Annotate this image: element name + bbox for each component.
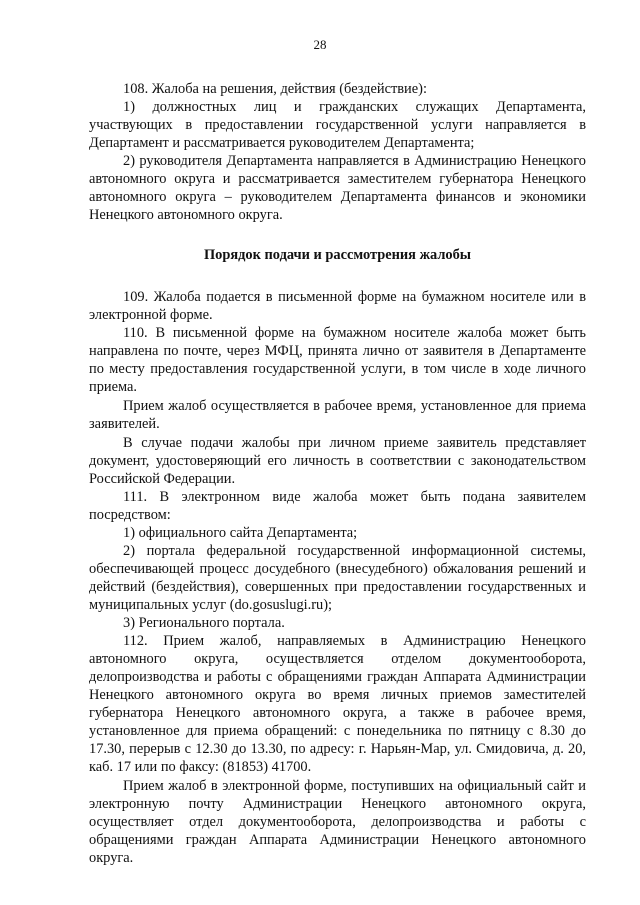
paragraph-111-item-3: 3) Регионального портала. bbox=[123, 615, 285, 631]
document-body bbox=[89, 80, 586, 867]
paragraph-109: 109. Жалоба подается в письменной форме на бумажном носителе или в электронной форме. bbox=[89, 289, 586, 323]
page-number: 28 bbox=[313, 37, 327, 52]
paragraph-108-item-2: 2) руководителя Департамента направляется в Администрацию Ненецкого автономного округа и рассматривается заместителем губернатора Ненецкого автономного округа – руководителем Департамента финансов и экономики Ненецкого автономного округа. bbox=[89, 153, 586, 223]
paragraph-111-item-2: 2) портала федеральной государственной информационной системы, обеспечивающей процесс досудебного (внесудебного) обжалования решений и действий (бездействия), совершенных при предоставлении государственных и муниципальных услуг (do.gosuslugi.ru); bbox=[89, 543, 586, 613]
section-heading: Порядок подачи и рассмотрения жалобы bbox=[203, 247, 472, 263]
paragraph-111-item-1: 1) официального сайта Департамента; bbox=[123, 525, 358, 541]
paragraph-reception-time: Прием жалоб осуществляется в рабочее время, установленное для приема заявителей. bbox=[89, 398, 586, 432]
paragraph-112: 112. Прием жалоб, направляемых в Администрацию Ненецкого автономного округа, осуществляется отделом документооборота, делопроизводства и работы с обращениями граждан Аппарата Администрации Ненецкого автономного округа во время личных приемов заместителей губернатора Ненецкого автономного округа, а также в рабочее время, установленное для приема обращений: с понедельника по пятницу с 8.30 до 17.30, перерыв с 12.30 до 13.30, по адресу: г. Нарьян-Мар, ул. Смидовича, д. 20, каб. 17 или по факсу: (81853) 41700. bbox=[89, 633, 586, 775]
paragraph-personal-reception: В случае подачи жалобы при личном приеме заявитель представляет документ, удостоверяющий его личность в соответствии с законодательством Российской Федерации. bbox=[89, 435, 586, 487]
paragraph-110: 110. В письменной форме на бумажном носителе жалоба может быть направлена по почте, через МФЦ, принята лично от заявителя в Департаменте по месту предоставления государственной услуги, в том числе в ходе личного приема. bbox=[89, 325, 586, 395]
paragraph-electronic-reception: Прием жалоб в электронной форме, поступивших на официальный сайт и электронную почту Администрации Ненецкого автономного округа, осуществляет отдел документооборота, делопроизводства и работы с обращениями граждан Аппарата Администрации Ненецкого автономного округа. bbox=[89, 778, 586, 866]
paragraph-111: 111. В электронном виде жалоба может быть подана заявителем посредством: bbox=[89, 489, 586, 523]
paragraph-108: 108. Жалоба на решения, действия (бездействие): bbox=[123, 81, 427, 97]
paragraph-108-item-1: 1) должностных лиц и гражданских служащих Департамента, участвующих в предоставлении государственной услуги направляется в Департамент и рассматривается руководителем Департамента; bbox=[89, 99, 586, 151]
